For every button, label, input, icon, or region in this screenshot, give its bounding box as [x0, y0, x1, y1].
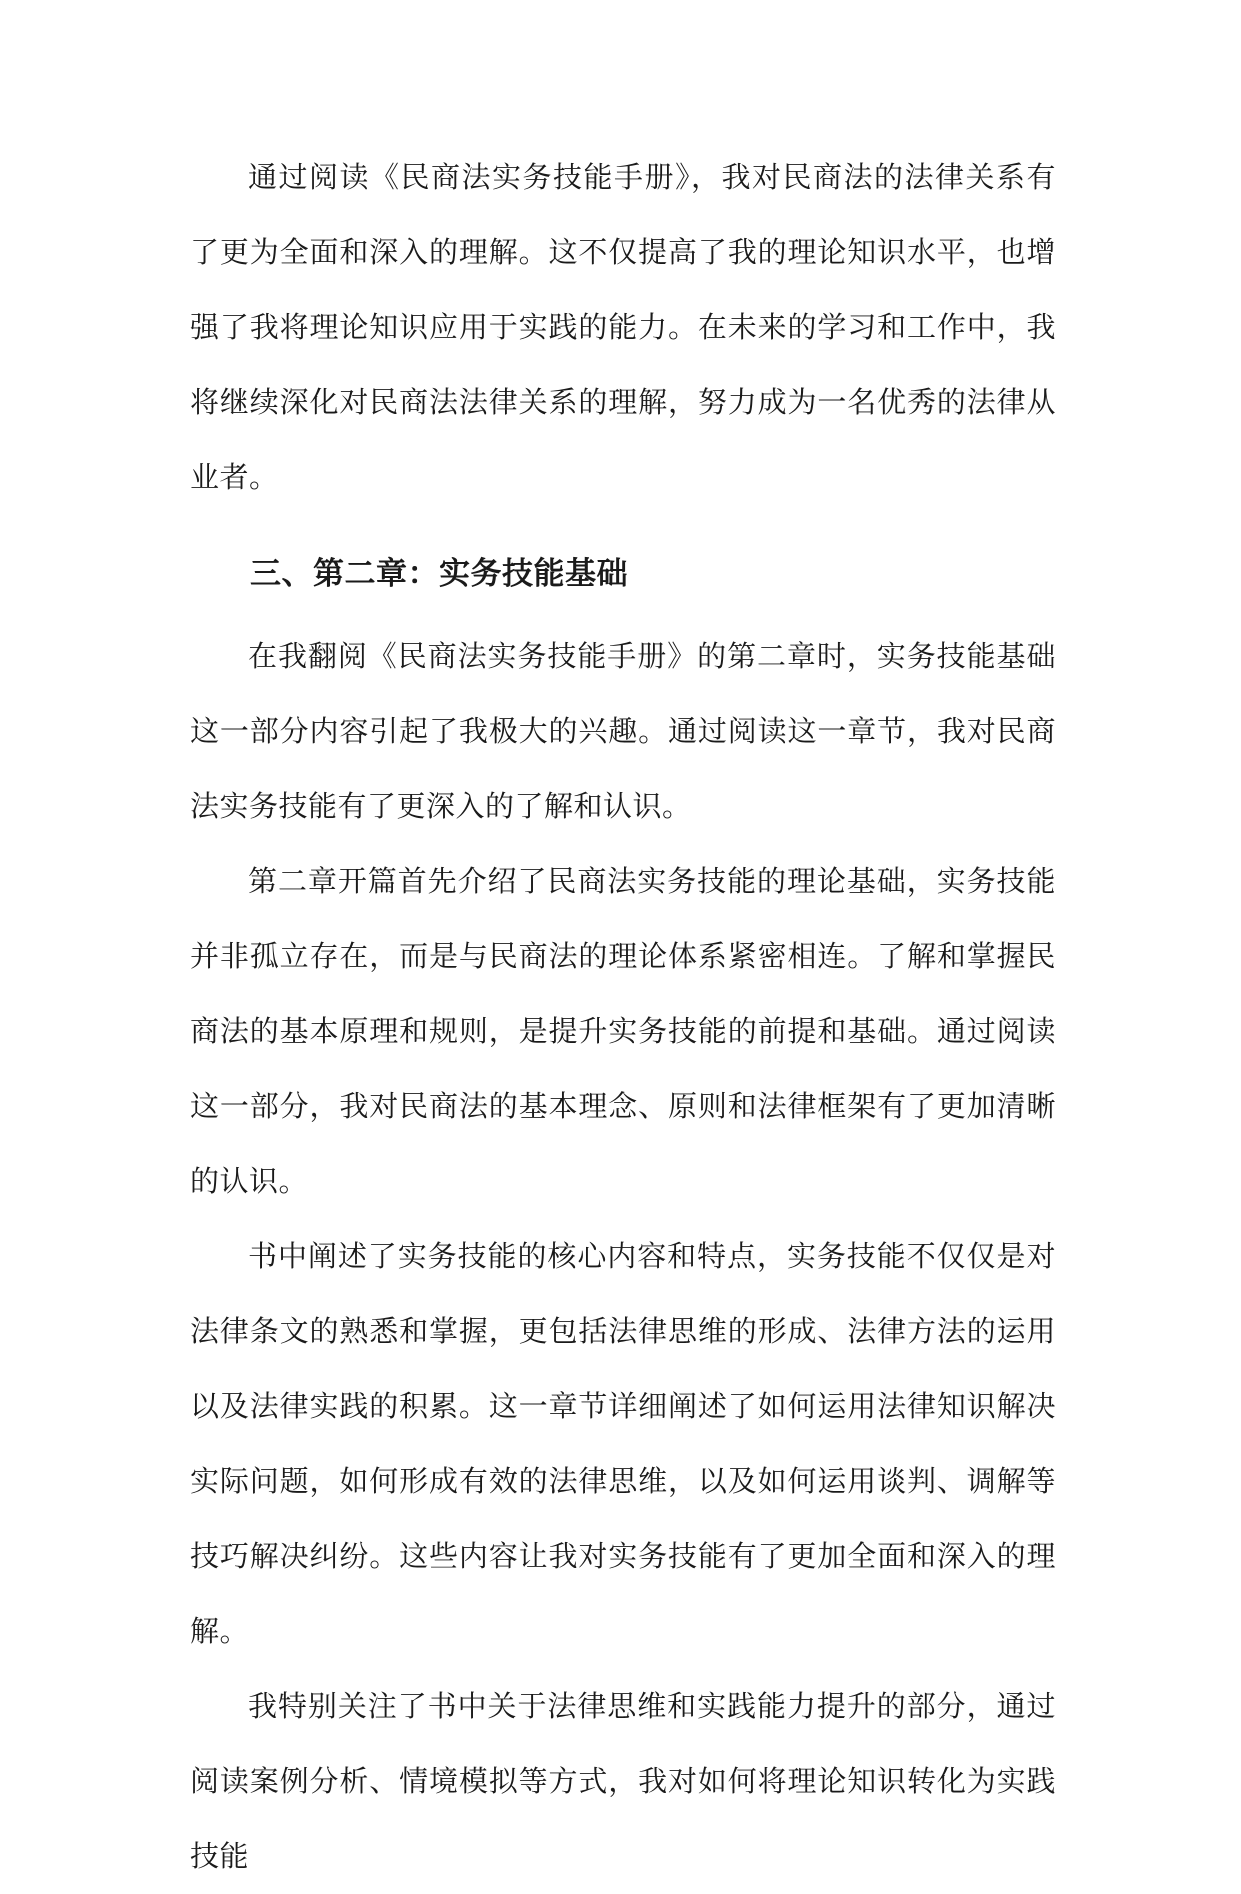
paragraph-practice: 我特别关注了书中关于法律思维和实践能力提升的部分，通过阅读案例分析、情境模拟等方式，我对如何将理论知识转化为实践技能 — [190, 1689, 1056, 1873]
section-heading: 三、第二章：实务技能基础 — [250, 556, 628, 592]
paragraph-core-content: 书中阐述了实务技能的核心内容和特点，实务技能不仅仅是对法律条文的熟悉和掌握，更包括法律思维的形成、法律方法的运用以及法律实践的积累。这一章节详细阐述了如何运用法律知识解决实际问题，如何形成有效的法律思维，以及如何运用谈判、调解等技巧解决纠纷。这些内容让我对实务技能有了更加全面和深入的理解。 — [190, 1239, 1056, 1648]
paragraph-intro: 在我翻阅《民商法实务技能手册》的第二章时，实务技能基础这一部分内容引起了我极大的兴趣。通过阅读这一章节，我对民商法实务技能有了更深入的了解和认识。 — [190, 639, 1056, 823]
paragraph-conclusion: 通过阅读《民商法实务技能手册》，我对民商法的法律关系有了更为全面和深入的理解。这不仅提高了我的理论知识水平，也增强了我将理论知识应用于实践的能力。在未来的学习和工作中，我将继续深化对民商法法律关系的理解，努力成为一名优秀的法律从业者。 — [190, 160, 1056, 494]
document-body — [190, 140, 1056, 1894]
paragraph-theory: 第二章开篇首先介绍了民商法实务技能的理论基础，实务技能并非孤立存在，而是与民商法的理论体系紧密相连。了解和掌握民商法的基本原理和规则，是提升实务技能的前提和基础。通过阅读这一部分，我对民商法的基本理念、原则和法律框架有了更加清晰的认识。 — [190, 864, 1056, 1198]
